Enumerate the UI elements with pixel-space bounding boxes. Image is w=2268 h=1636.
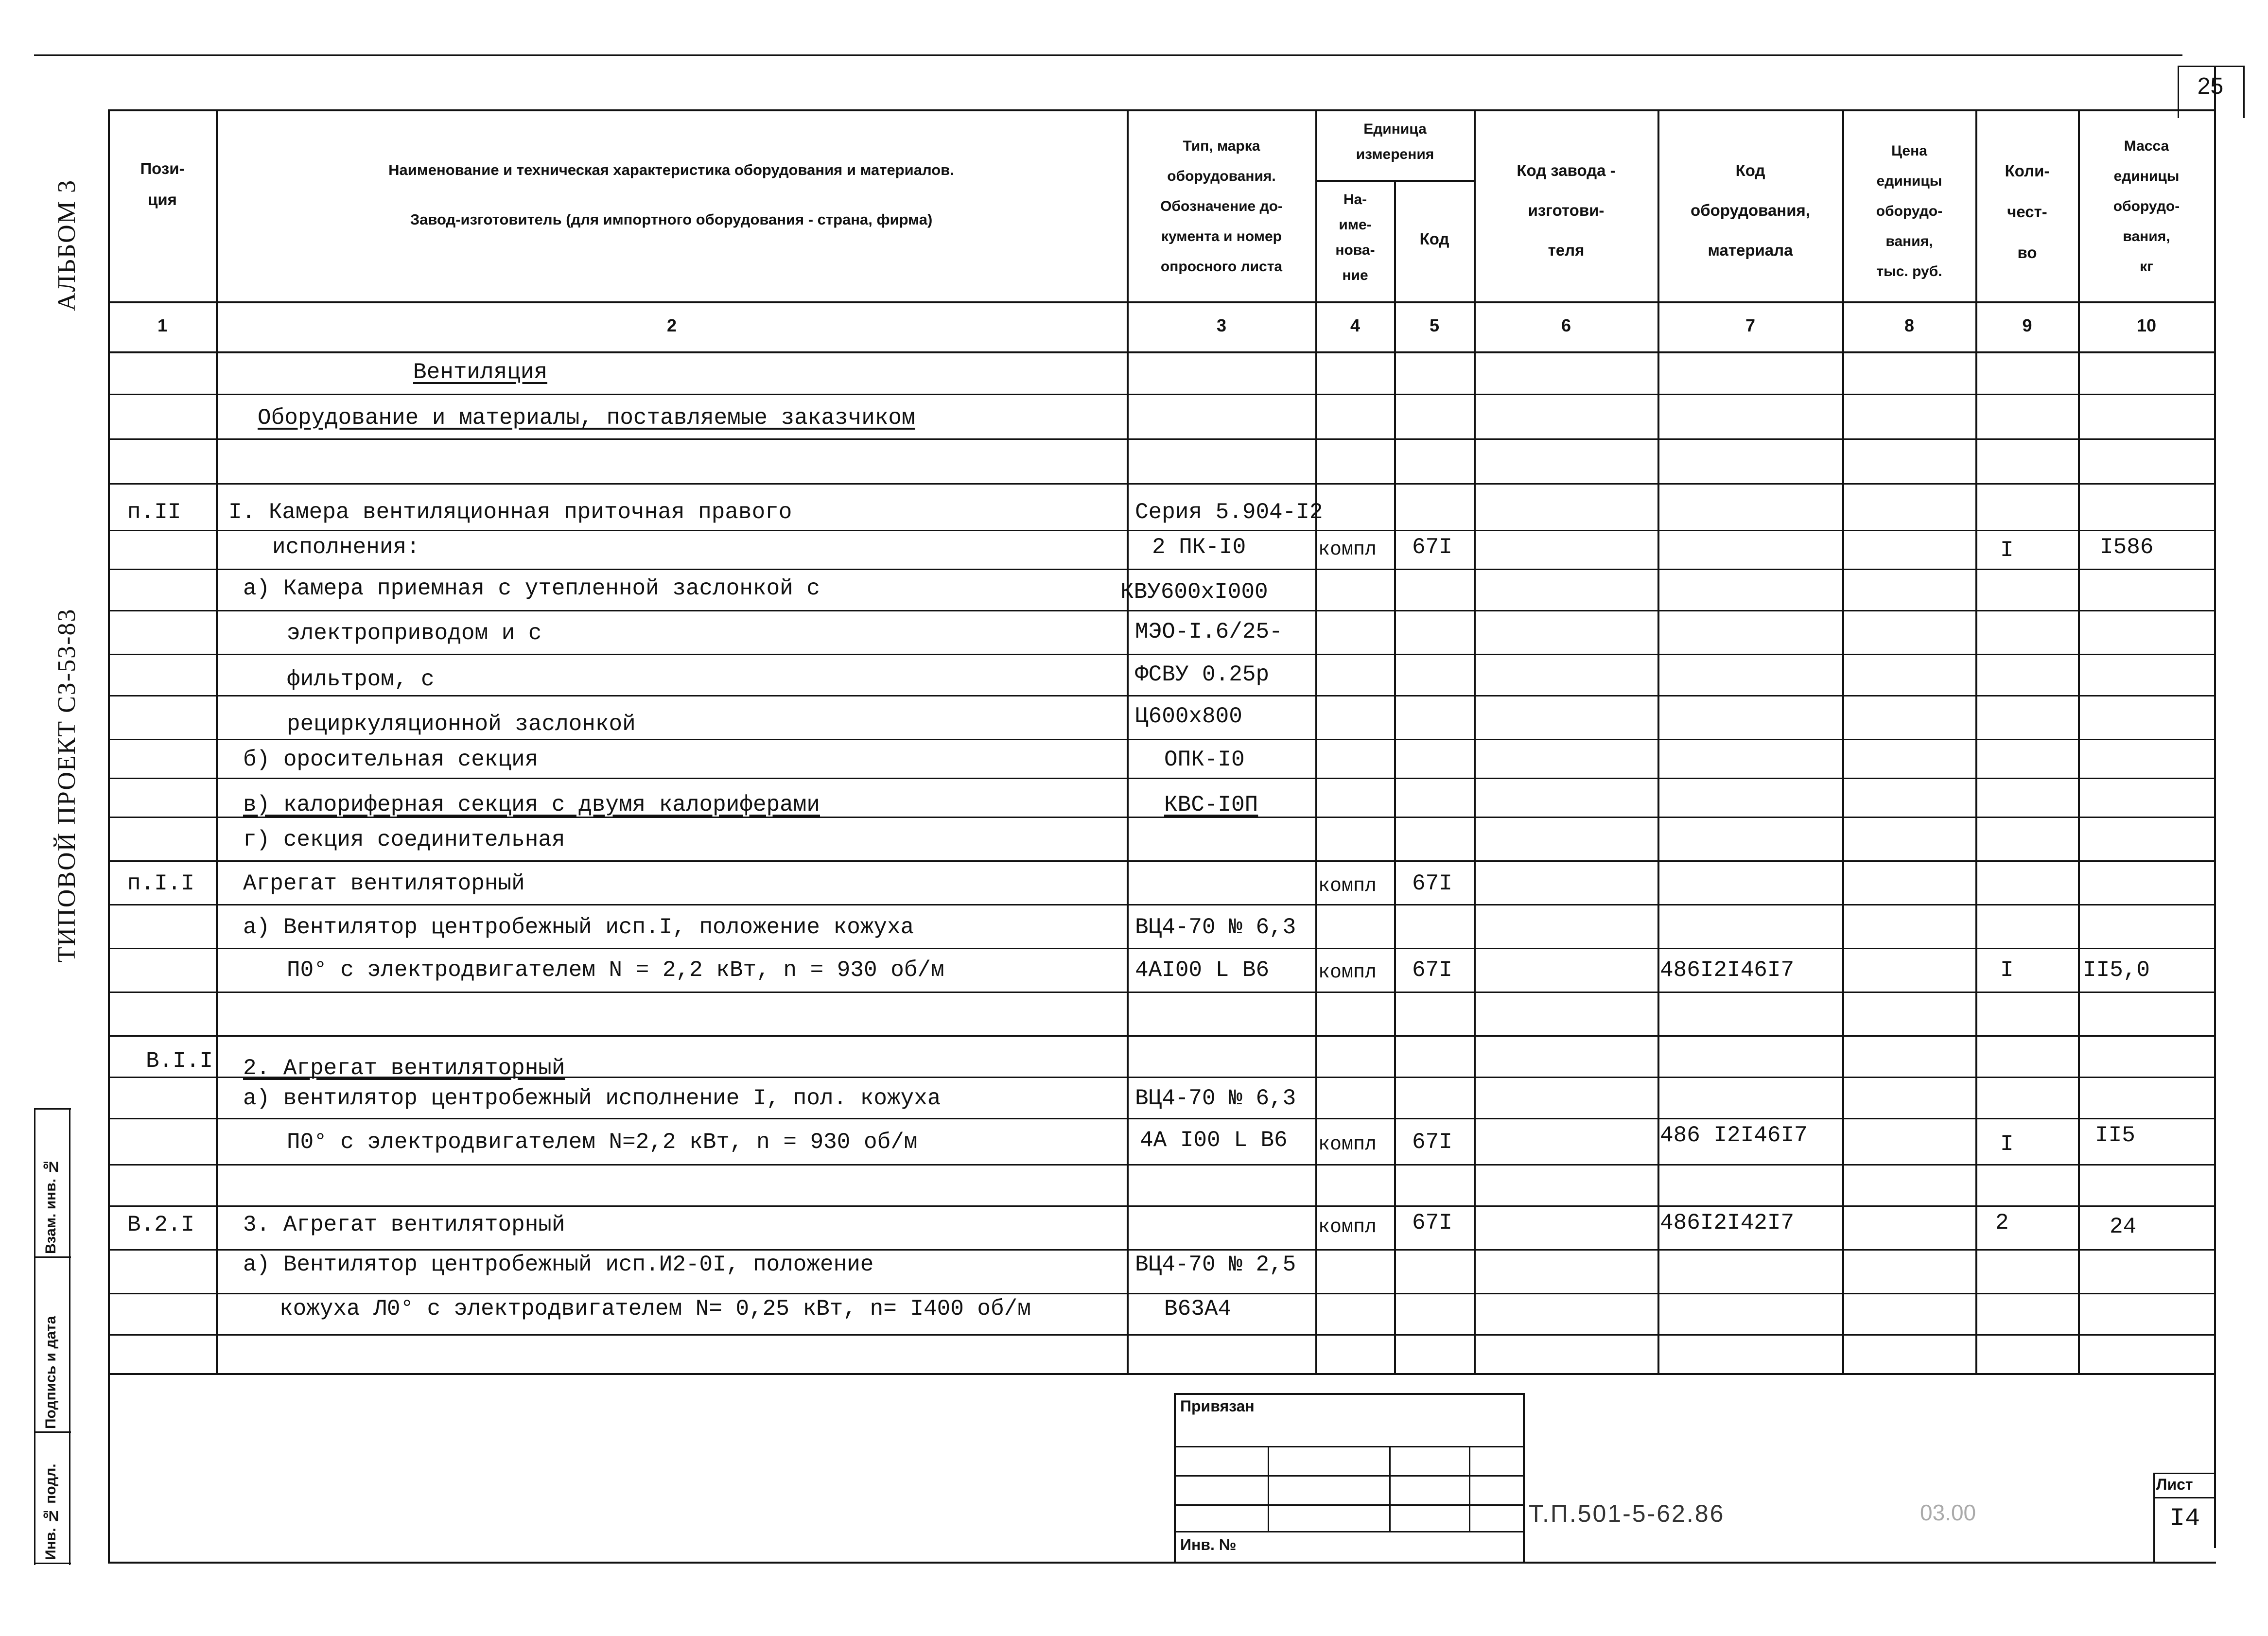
unit-cell: компл (1318, 1217, 1377, 1238)
type-cell: Ц600х800 (1135, 704, 1242, 729)
row-line (108, 1293, 2216, 1294)
col-divider-7 (1842, 109, 1844, 1373)
name-cell: исполнения: (272, 535, 420, 560)
sheet-box-mid (2153, 1497, 2215, 1498)
name-cell: I. Камера вентиляционная приточная правого (228, 500, 792, 525)
signature-date-label: Подпись и дата (43, 1316, 59, 1429)
column-number: 9 (2022, 315, 2032, 335)
equipment-code-cell: 486 I2I46I7 (1660, 1123, 1808, 1148)
type-cell: МЭО-I.6/25- (1135, 619, 1283, 644)
type-cell: ОПК-I0 (1164, 747, 1245, 772)
header-quantity: Коли- чест- во (2005, 162, 2050, 261)
title-block-top (1174, 1393, 1525, 1395)
header-position: Пози- ция (140, 159, 185, 209)
row-line (108, 992, 2216, 993)
project-label: ТИПОВОЙ ПРОЕКТ СЗ-53-83 (53, 608, 81, 962)
header-plant-code: Код завода - изготови- теля (1517, 161, 1616, 259)
inventory-number-label: Инв. № (1180, 1536, 1237, 1553)
column-number: 1 (157, 315, 168, 335)
type-cell: 2 ПК-I0 (1152, 535, 1246, 560)
title-block-row (1174, 1446, 1525, 1447)
mass-cell: II5 (2095, 1123, 2135, 1148)
name-cell: а) Вентилятор центробежный исп.И2-0I, положение (243, 1252, 874, 1277)
unit-cell: компл (1318, 962, 1377, 984)
title-block-col (1469, 1446, 1470, 1531)
column-number: 2 (666, 315, 677, 335)
page-number-box-top (2178, 66, 2244, 67)
col-divider-8 (1975, 109, 1977, 1373)
row-line (108, 438, 2216, 440)
frame-right-border (2214, 66, 2216, 1548)
row-line (108, 739, 2216, 740)
header-name-line2: Завод-изготовитель (для импортного оборудования - страна, фирма) (410, 211, 933, 228)
name-cell: а) Камера приемная с утепленной заслонкой с (243, 576, 820, 601)
bound-label: Привязан (1180, 1397, 1255, 1415)
row-line (108, 610, 2216, 611)
row-line (108, 778, 2216, 779)
type-cell: ВЦ4-70 № 2,5 (1135, 1252, 1296, 1277)
row-line (108, 695, 2216, 696)
document-code-suffix: 03.00 (1920, 1500, 1976, 1525)
unit-cell: компл (1318, 1134, 1377, 1156)
type-cell: КВУ600хI000 (1120, 579, 1268, 605)
col-divider-5 (1474, 109, 1476, 1373)
unit-code-cell: 67I (1412, 1130, 1452, 1155)
column-numbers-bottom-rule (108, 351, 2216, 353)
unit-code-cell: 67I (1412, 957, 1452, 983)
name-cell: в) калориферная секция с двумя калориферами (243, 792, 820, 818)
unit-cell: компл (1318, 539, 1377, 561)
name-cell: б) оросительная секция (243, 747, 539, 772)
type-cell: В63А4 (1164, 1296, 1232, 1322)
sheet-label: Лист (2156, 1476, 2193, 1493)
column-number: 10 (2136, 315, 2157, 335)
row-line (108, 530, 2216, 531)
column-number: 7 (1745, 315, 1756, 335)
col-divider-4 (1394, 180, 1396, 1373)
table-bottom-rule (108, 1373, 2216, 1375)
col-divider-3 (1315, 109, 1317, 1373)
header-unit-price: Цена единицы оборудо- вания, тыс. руб. (1876, 143, 1943, 279)
position-cell: п.II (127, 500, 181, 525)
position-cell: В.2.I (127, 1212, 195, 1237)
header-type: Тип, марка оборудования. Обозначение до- кумента и номер опросного листа (1160, 138, 1283, 275)
row-line (108, 1164, 2216, 1166)
type-cell: 4А I00 L В6 (1140, 1128, 1288, 1153)
top-rule (34, 54, 2182, 56)
document-code: Т.П.501-5-62.86 (1529, 1500, 1725, 1527)
stamp-column-bottom (34, 1563, 71, 1564)
title-block-left (1174, 1393, 1176, 1563)
unit-group-divider (1315, 180, 1474, 182)
column-number: 3 (1216, 315, 1227, 335)
unit-code-cell: 67I (1412, 535, 1452, 560)
row-line (108, 1035, 2216, 1037)
column-number: 6 (1561, 315, 1571, 335)
type-cell: КВС-I0П (1164, 792, 1258, 818)
name-cell: г) секция соединительная (243, 827, 565, 853)
title-block-col (1389, 1446, 1391, 1531)
stamp-column-mid (69, 1108, 70, 1565)
sheet-box-top (2153, 1473, 2215, 1474)
header-equipment-code: Код оборудования, материала (1691, 161, 1810, 259)
title-block-row (1174, 1531, 1525, 1532)
title-block-right (1523, 1393, 1525, 1563)
row-line (108, 394, 2216, 395)
mass-cell: II5,0 (2083, 957, 2150, 983)
type-cell: ВЦ4-70 № 6,3 (1135, 1086, 1296, 1111)
quantity-cell: I (2000, 1131, 2014, 1157)
row-line (108, 1249, 2216, 1251)
stamp-column-top (34, 1108, 71, 1110)
header-unit-name: На- име- нова- ние (1335, 191, 1375, 283)
quantity-cell: I (2000, 538, 2014, 563)
row-line (108, 1334, 2216, 1336)
row-line (108, 948, 2216, 949)
name-cell: а) Вентилятор центробежный исп.I, положение кожуха (243, 915, 914, 940)
table-top-border (108, 109, 2216, 111)
col-divider-9 (2078, 109, 2080, 1373)
frame-bottom-border (108, 1562, 2216, 1564)
row-line (108, 860, 2216, 862)
equipment-code-cell: 486I2I42I7 (1660, 1210, 1795, 1236)
page-number: 25 (2197, 73, 2224, 99)
column-number: 4 (1350, 315, 1361, 335)
position-cell: В.I.I (146, 1048, 213, 1074)
row-line (108, 904, 2216, 905)
row-line (108, 654, 2216, 655)
name-cell: 2. Агрегат вентиляторный (243, 1056, 565, 1081)
title-block-row (1174, 1504, 1525, 1506)
name-cell: 3. Агрегат вентиляторный (243, 1212, 565, 1237)
name-cell: фильтром, с (287, 667, 435, 692)
position-cell: п.I.I (127, 871, 195, 896)
type-cell: 4АI00 L В6 (1135, 957, 1270, 983)
name-cell: рециркуляционной заслонкой (287, 712, 636, 737)
unit-cell: компл (1318, 875, 1377, 897)
title-block-row (1174, 1475, 1525, 1477)
stamp-divider (34, 1256, 71, 1258)
quantity-cell: I (2000, 957, 2014, 983)
name-cell: а) вентилятор центробежный исполнение I, пол. кожуха (243, 1086, 941, 1111)
row-line (108, 1205, 2216, 1207)
name-cell: Агрегат вентиляторный (243, 871, 525, 896)
mass-cell: I586 (2100, 535, 2154, 560)
type-cell: ВЦ4-70 № 6,3 (1135, 915, 1296, 940)
header-unit-code: Код (1419, 230, 1449, 248)
quantity-cell: 2 (1995, 1210, 2009, 1236)
name-cell: П0° с электродвигателем N=2,2 кВт, n = 930 об/м (287, 1130, 918, 1155)
type-cell: Серия 5.904-I2 (1135, 500, 1323, 525)
header-unit-mass: Масса единицы оборудо- вания, кг (2113, 138, 2180, 275)
section-subtitle: Оборудование и материалы, поставляемые заказчиком (258, 405, 915, 431)
row-line (108, 1118, 2216, 1119)
stamp-column-left (34, 1108, 35, 1565)
original-inventory-label: Инв. № подл. (43, 1463, 59, 1560)
mass-cell: 24 (2110, 1214, 2137, 1239)
type-cell: ФСВУ 0.25р (1135, 662, 1270, 687)
name-cell: электроприводом и с (287, 621, 542, 646)
section-title: Вентиляция (413, 360, 548, 385)
column-number: 5 (1429, 315, 1440, 335)
album-label: АЛЬБОМ 3 (53, 179, 81, 311)
row-line (108, 569, 2216, 570)
col-divider-2 (1127, 109, 1129, 1373)
title-block-col (1268, 1446, 1269, 1531)
unit-code-cell: 67I (1412, 871, 1452, 896)
col-divider-1 (216, 109, 218, 1373)
stamp-divider (34, 1431, 71, 1433)
column-number: 8 (1904, 315, 1915, 335)
name-cell: кожуха Л0° с электродвигателем N= 0,25 кВт, n= I400 об/м (279, 1296, 1031, 1322)
page-number-box-right (2243, 66, 2245, 118)
unit-code-cell: 67I (1412, 1210, 1452, 1236)
replaced-inventory-label: Взам. инв. № (43, 1158, 59, 1254)
col-divider-6 (1657, 109, 1659, 1373)
header-unit-group: Единица измерения (1356, 121, 1434, 162)
header-name-line1: Наименование и техническая характеристика оборудования и материалов. (388, 161, 954, 178)
row-line (108, 483, 2216, 485)
sheet-box-left (2153, 1473, 2155, 1563)
name-cell: П0° с электродвигателем N = 2,2 кВт, n = 930 об/м (287, 957, 944, 983)
sheet-number: I4 (2169, 1504, 2200, 1533)
equipment-code-cell: 486I2I46I7 (1660, 957, 1795, 983)
